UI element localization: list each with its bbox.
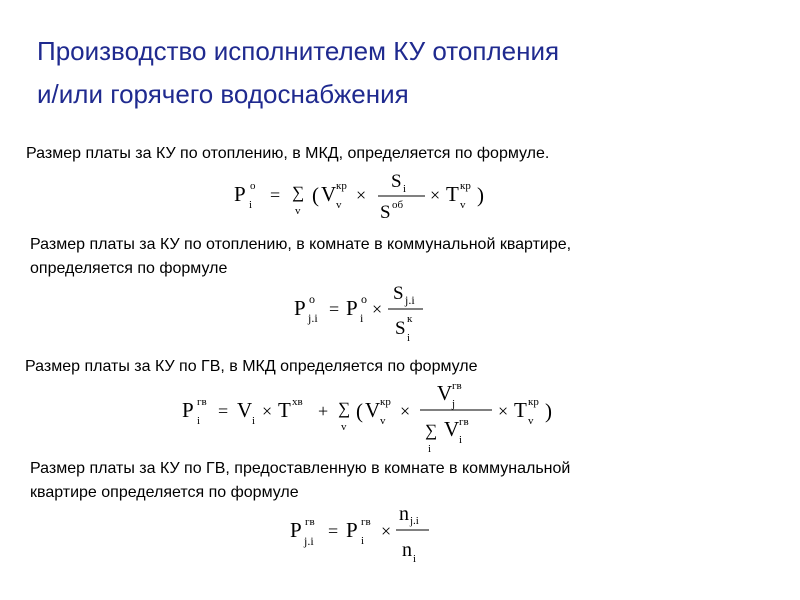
slide-title [37, 30, 777, 116]
formula-sum: ∑ [292, 183, 305, 202]
formula-superscript: кр [380, 396, 391, 408]
hot-water-communal-text [30, 457, 570, 505]
formula-superscript: к [407, 313, 413, 325]
formula-symbol: P [234, 182, 246, 206]
formula-paren: ) [477, 183, 484, 207]
formula-subscript: i [407, 332, 411, 344]
formula-superscript: о [361, 292, 367, 306]
heating-mkd-formula [232, 168, 492, 224]
formula-symbol: P [346, 518, 358, 542]
formula-sum: ∑ [338, 399, 351, 418]
text-line: определяется по формуле [30, 260, 228, 277]
formula-subscript: v [341, 421, 347, 433]
formula-subscript: v [528, 415, 534, 427]
formula-subscript: i [361, 535, 365, 547]
formula-subscript: v [295, 205, 301, 217]
formula-symbol: T [446, 182, 459, 206]
formula-operator: = [270, 185, 281, 205]
formula-sum: ∑ [425, 421, 438, 440]
formula-symbol: V [444, 417, 460, 441]
formula-symbol: V [437, 381, 453, 405]
text-line: квартире определяется по формуле [30, 484, 299, 501]
hot-water-communal-formula [288, 500, 438, 574]
formula-subscript: j.i [308, 311, 318, 325]
formula-operator: × [430, 185, 441, 205]
formula-operator: × [498, 401, 509, 421]
formula-subscript: j.i [410, 515, 419, 527]
formula-symbol: n [399, 503, 409, 525]
formula-subscript: i [428, 443, 432, 455]
formula-svg [292, 282, 432, 348]
formula-subscript: i [403, 183, 407, 195]
formula-operator: = [329, 299, 340, 319]
formula-subscript: v [380, 415, 386, 427]
formula-symbol: n [402, 539, 412, 561]
formula-superscript: кр [460, 180, 471, 192]
heating-communal-formula [292, 282, 432, 348]
formula-symbol: S [393, 283, 404, 304]
formula-operator: = [328, 521, 339, 541]
formula-operator: × [400, 401, 411, 421]
formula-subscript: j [452, 398, 456, 410]
formula-subscript: j.i [405, 293, 415, 307]
formula-paren: ) [545, 399, 552, 423]
formula-superscript: гв [197, 396, 207, 408]
formula-symbol: V [321, 182, 337, 206]
formula-operator: + [318, 401, 329, 421]
formula-symbol: S [380, 202, 391, 223]
formula-superscript: о [250, 180, 256, 192]
formula-subscript: i [459, 434, 463, 446]
text-line: Размер платы за КУ по ГВ, в МКД определяется по формуле [25, 358, 478, 375]
formula-symbol: P [182, 398, 194, 422]
formula-symbol: T [278, 398, 291, 422]
formula-svg [232, 168, 492, 224]
formula-superscript: гв [305, 516, 315, 528]
formula-symbol: P [290, 518, 302, 542]
formula-superscript: о [309, 292, 315, 306]
title-line-2: и/или горячего водоснабжения [37, 79, 409, 109]
hot-water-mkd-text [25, 355, 478, 379]
formula-symbol: S [391, 171, 402, 192]
formula-subscript: i [197, 415, 201, 427]
formula-symbol: S [395, 318, 406, 339]
heating-communal-text [30, 233, 571, 281]
formula-symbol: P [346, 296, 358, 320]
text-line: Размер платы за КУ по ГВ, предоставленную в комнате в коммунальной [30, 460, 571, 477]
formula-superscript: кр [336, 180, 347, 192]
text-line: Размер платы за КУ по отоплению, в комнате в коммунальной квартире, [30, 236, 572, 253]
formula-svg [180, 380, 570, 460]
text-line: Размер платы за КУ по отоплению, в МКД, определяется по формуле. [26, 145, 550, 162]
formula-symbol: V [365, 398, 381, 422]
formula-paren: ( [312, 183, 319, 207]
formula-superscript: об [392, 199, 404, 211]
formula-superscript: гв [459, 416, 469, 428]
formula-operator: = [218, 401, 229, 421]
formula-paren: ( [356, 399, 363, 423]
formula-superscript: кр [528, 396, 539, 408]
formula-svg [288, 500, 438, 574]
formula-operator: × [262, 401, 273, 421]
formula-subscript: v [336, 199, 342, 211]
formula-superscript: гв [361, 516, 371, 528]
formula-operator: × [356, 185, 367, 205]
hot-water-mkd-formula [180, 380, 570, 460]
formula-subscript: v [460, 199, 466, 211]
heating-mkd-text [26, 142, 549, 166]
formula-subscript: j.i [304, 534, 314, 548]
formula-operator: × [381, 521, 392, 541]
formula-superscript: хв [292, 396, 303, 408]
formula-superscript: гв [452, 380, 462, 392]
formula-symbol: V [237, 398, 253, 422]
formula-subscript: i [249, 199, 253, 211]
formula-operator: × [372, 299, 383, 319]
formula-subscript: i [360, 311, 364, 325]
formula-symbol: T [514, 398, 527, 422]
title-line-1: Производство исполнителем КУ отопления [37, 36, 560, 66]
formula-symbol: P [294, 296, 306, 320]
formula-subscript: i [252, 415, 256, 427]
formula-subscript: i [413, 553, 417, 565]
